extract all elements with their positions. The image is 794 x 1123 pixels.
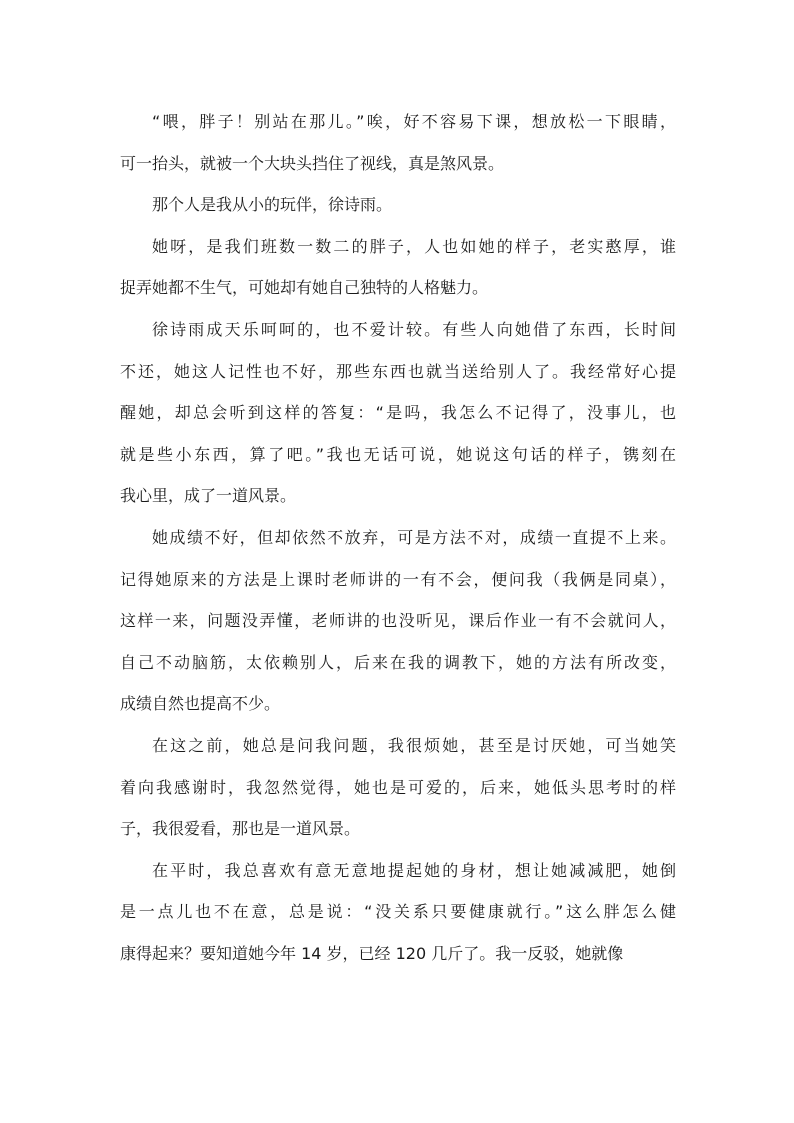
- paragraph: [120, 309, 676, 517]
- text-line: 不还，她这人记性也不好，那些东西也就当送给别人了。我经常好心提: [120, 361, 676, 381]
- paragraph: [120, 725, 676, 850]
- text-line: 可一抬头，就被一个大块头挡住了视线，真是煞风景。: [120, 153, 505, 173]
- text-line: 着向我感谢时，我忽然觉得，她也是可爱的，后来，她低头思考时的样: [120, 777, 676, 797]
- text-line: 记得她原来的方法是上课时老师讲的一有不会，便问我（我俩是同桌），: [120, 569, 676, 589]
- paragraph: [120, 101, 676, 184]
- text-line: 在平时，我总喜欢有意无意地提起她的身材，想让她减减肥，她倒: [152, 860, 676, 880]
- essay-body: [120, 101, 676, 974]
- text-line: “喂，胖子！别站在那儿。”唉，好不容易下课，想放松一下眼睛，: [152, 112, 676, 131]
- paragraph: [120, 184, 676, 226]
- paragraph: [120, 850, 676, 975]
- text-line: 她呀，是我们班数一数二的胖子，人也如她的样子，老实憨厚，谁: [152, 236, 676, 256]
- text-line: 子，我很爱看，那也是一道风景。: [120, 819, 361, 839]
- paragraph: [120, 226, 676, 309]
- text-line: 成绩自然也提高不少。: [120, 694, 281, 714]
- paragraph: [120, 517, 676, 725]
- text-line: 自己不动脑筋，太依赖别人，后来在我的调教下，她的方法有所改变，: [120, 652, 676, 672]
- text-line: 醒她，却总会听到这样的答复：“是吗，我怎么不记得了，没事儿，也: [120, 403, 676, 423]
- text-line: 她成绩不好，但却依然不放弃，可是方法不对，成绩一直提不上来。: [152, 527, 676, 547]
- text-line: 这样一来，问题没弄懂，老师讲的也没听见，课后作业一有不会就问人，: [120, 611, 676, 631]
- text-line: 在这之前，她总是问我问题，我很烦她，甚至是讨厌她，可当她笑: [152, 735, 676, 755]
- text-line: 捉弄她都不生气，可她却有她自己独特的人格魅力。: [120, 278, 489, 298]
- text-line: 是一点儿也不在意，总是说：“没关系只要健康就行。”这么胖怎么健: [120, 902, 676, 922]
- text-line: 就是些小东西，算了吧。”我也无话可说，她说这句话的样子，镌刻在: [120, 444, 676, 464]
- text-line: 徐诗雨成天乐呵呵的，也不爱计较。有些人向她借了东西，长时间: [152, 319, 676, 339]
- text-line: 康得起来？要知道她今年 14 岁，已经 120 几斤了。我一反驳，她就像: [120, 943, 624, 963]
- text-line: 我心里，成了一道风景。: [120, 486, 297, 506]
- text-line: 那个人是我从小的玩伴，徐诗雨。: [152, 195, 393, 215]
